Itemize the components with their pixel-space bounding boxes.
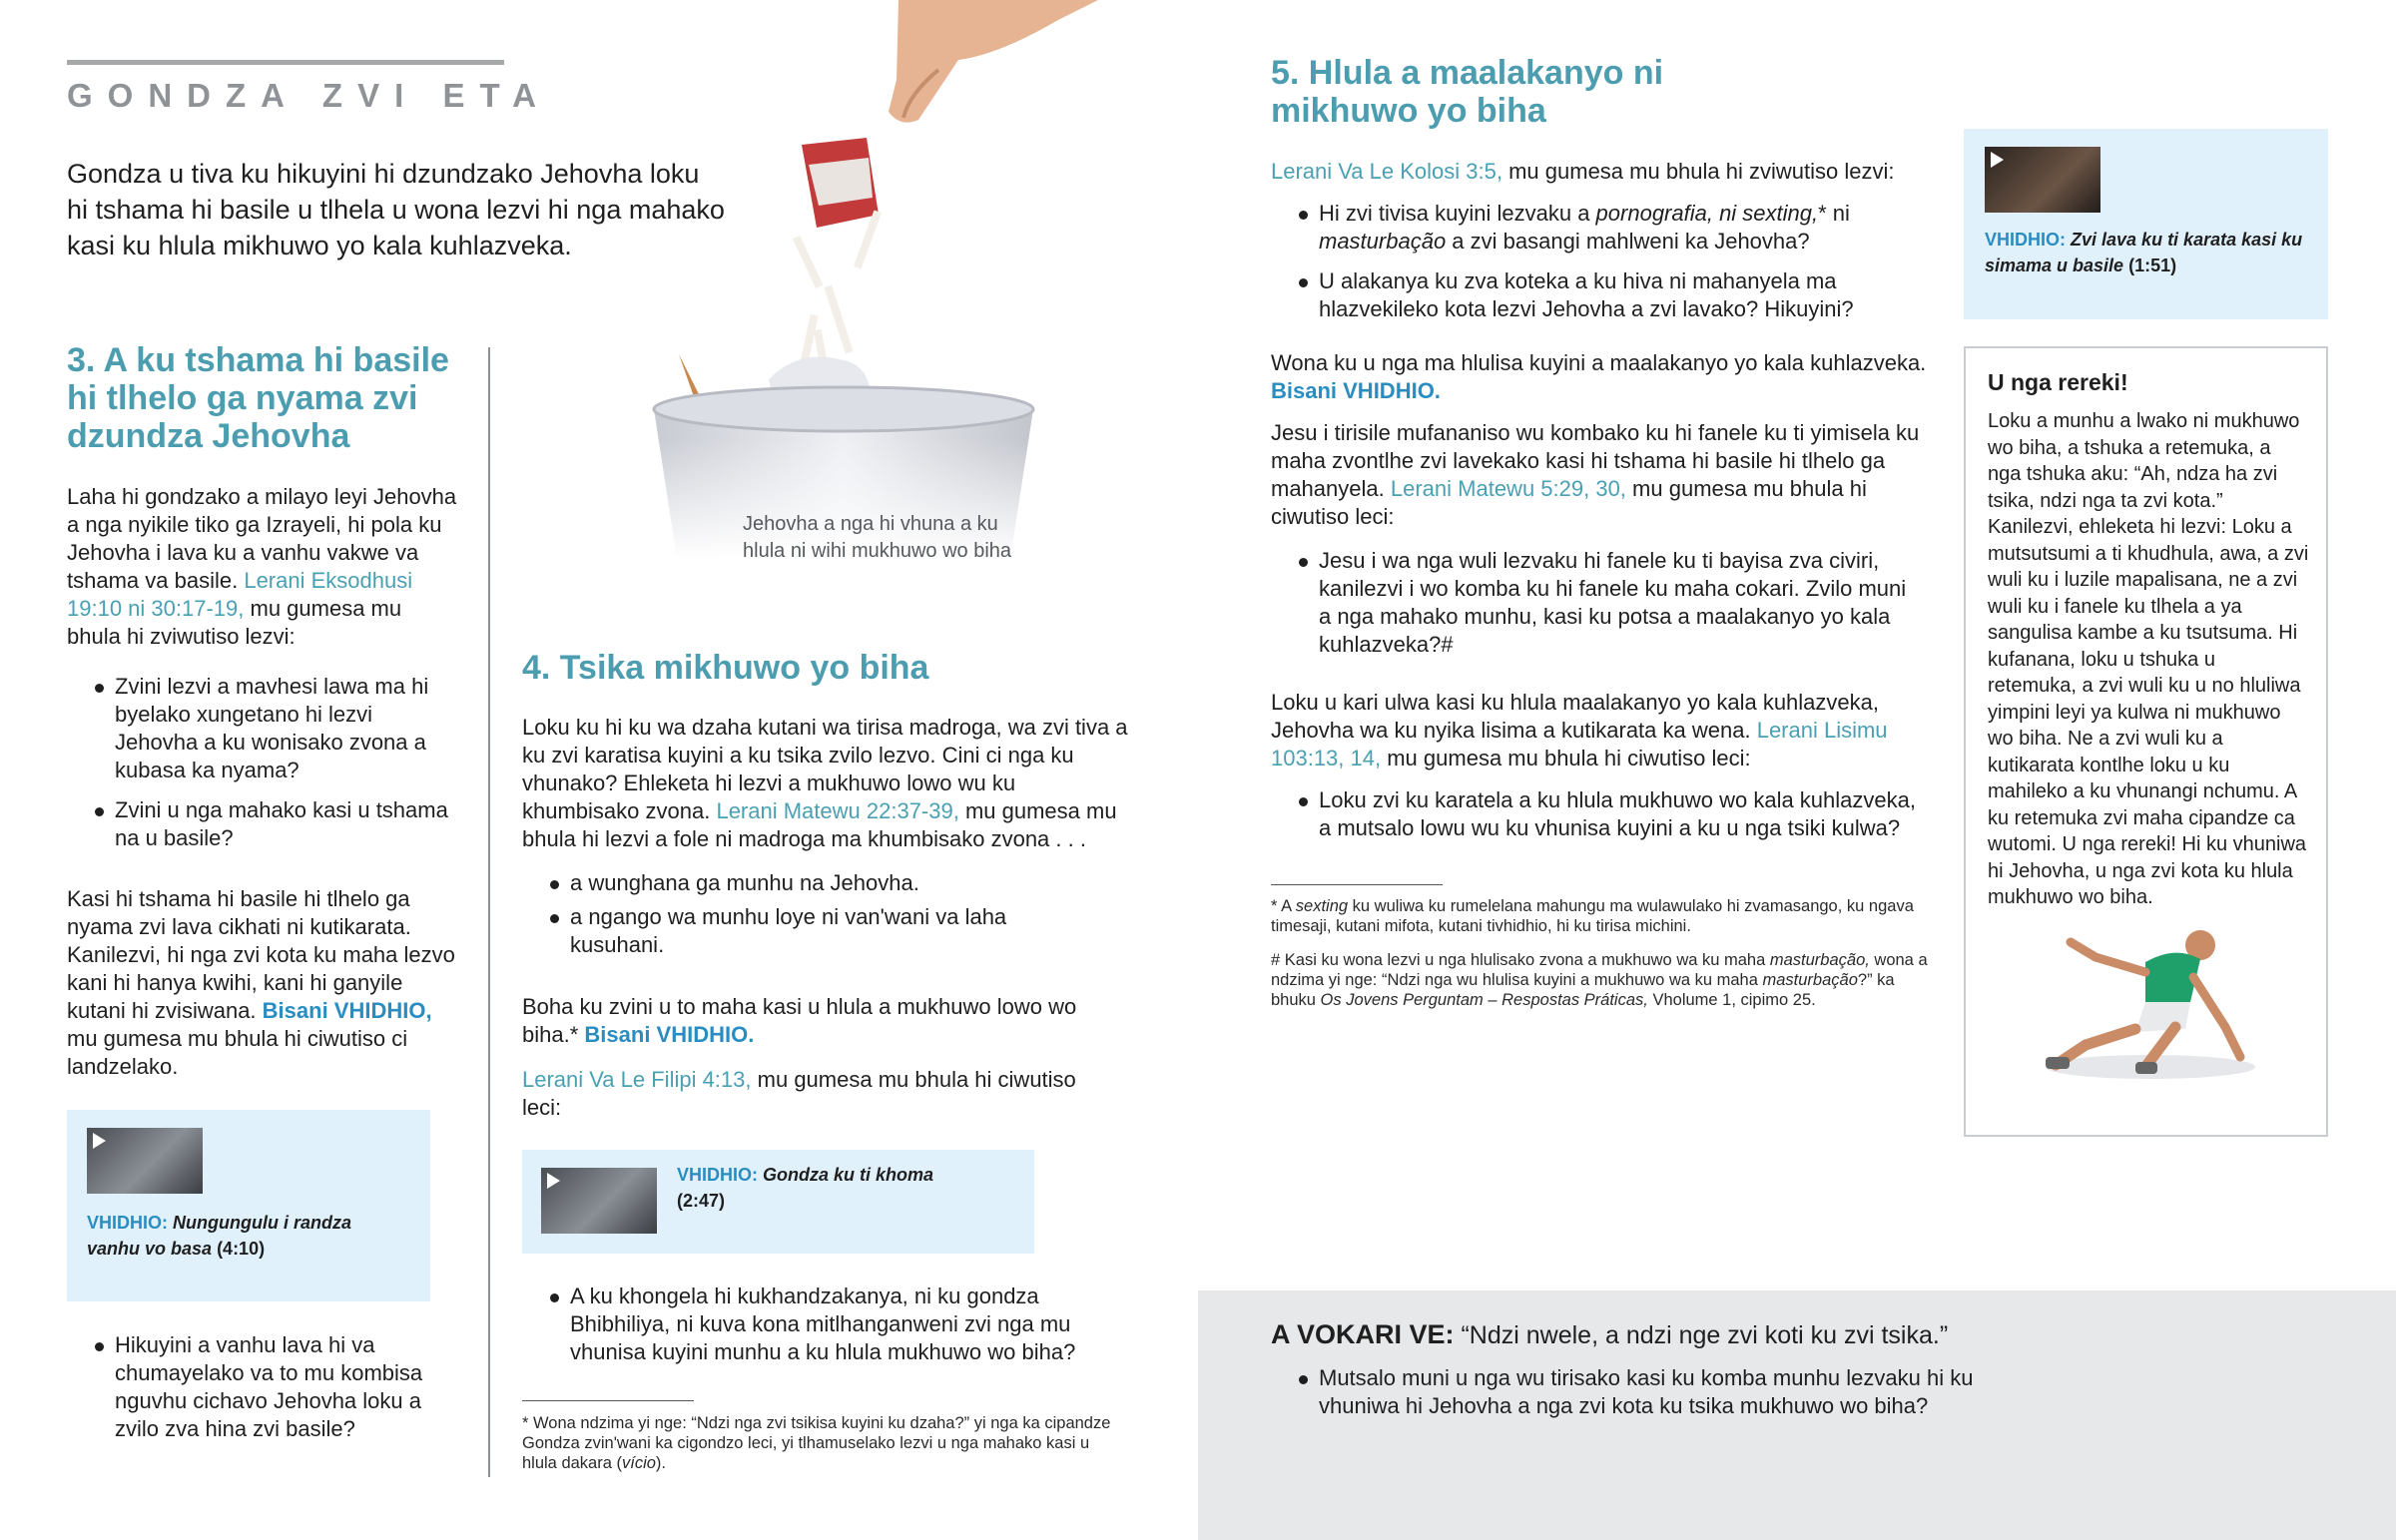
sec5-para1 [1271, 158, 1950, 186]
footnote-text: Vholume 1, cipimo 25. [1647, 991, 1816, 1009]
footnote-italic: masturbação, [1769, 951, 1870, 969]
watch-video-link[interactable]: Bisani VHIDHIO, [262, 998, 432, 1023]
video-thumbnail[interactable] [541, 1168, 657, 1234]
illustration-caption: Jehovha a nga hi vhuna a ku hlula ni wihi mukhuwo wo biha [743, 513, 1012, 562]
video-label: VHIDHIO: [87, 1213, 168, 1233]
scripture-link-matewu-5[interactable]: Lerani Matewu 5:29, 30, [1390, 476, 1626, 501]
sec5-para2-text: Wona ku u nga ma hlulisa kuyini a maalakanyo yo kala kuhlazveka. [1271, 350, 1927, 375]
footnote-text: * A [1271, 897, 1296, 915]
summary-label: A VOKARI VE: [1271, 1319, 1455, 1349]
bullet-italic: masturbação [1319, 229, 1447, 254]
sec4-para2-text: Boha ku zvini u to maha kasi u hlula a mukhuwo lowo wo biha.* [522, 994, 1077, 1047]
sec3-para1-tail: mu gumesa mu bhula hi zviwutiso lezvi: [67, 596, 402, 649]
bullet-item: Loku zvi ku karatela a ku hlula mukhuwo wo kala kuhlazveka, a mutsalo lowu wu ku vhunisa kuyini a ku u nga tsiki kulwa? [1271, 786, 1930, 842]
sec5-para4 [1271, 689, 1934, 772]
section-label: GONDZA ZVI ETA [67, 77, 551, 114]
header-rule [67, 60, 504, 65]
intro-text: Gondza u tiva ku hikuyini hi dzundzako Jehovha loku hi tshama hi basile u tlhela u wona lezvi hi nga mahako kasi ku hlula mikhuwo yo kala kuhlazveka. [67, 159, 725, 260]
scripture-link-matewu-22[interactable]: Lerani Matewu 22:37-39, [716, 798, 959, 823]
sec5-para3-text: Jesu i tirisile mufananiso wu kombako ku hi fanele ku ti yimisela ku maha zvontlhe zvi lavekako kasi hi tshama hi basile hi tlhelo ga mahanyela. [1271, 420, 1920, 501]
footnote-italic: Os Jovens Perguntam – Respostas Práticas, [1320, 991, 1648, 1009]
bullet-item: A ku khongela hi kukhandzakanya, ni ku gondza Bhibhiliya, ni kuva kona mitlhanganweni zvi nga mu vhunisa kuyini munhu a ku hlula mukhuwo wo biha? [522, 1283, 1116, 1366]
sec4-para1-text: Loku ku hi ku wa dzaha kutani wa tirisa madroga, wa zvi tiva a ku zvi karatisa kuyini a ku tsika zvilo lezvo. Cini ci nga ku vhunako? Ehleketa hi lezvi a mukhuwo lowo wu ku khumbisako zvona. [522, 715, 1128, 823]
sec4-para3 [522, 1066, 1121, 1122]
bullet-text: * ni [1818, 201, 1850, 226]
sec5-footnote-2 [1271, 950, 1940, 1010]
video-card-sec4[interactable] [522, 1150, 1034, 1254]
sec5-para4-tail: mu gumesa mu bhula hi ciwutiso leci: [1387, 746, 1751, 770]
scripture-link-eksodhusi[interactable]: Lerani Eksodhusi 19:10 ni 30:17-19, [67, 568, 413, 621]
sec3-para1-text: Laha hi gondzako a milayo leyi Jehovha a nga nyikile tiko ga Izrayeli, hi pola ku Jehovha i lava ku a vanhu vakwe va tshama va basile. [67, 484, 457, 593]
video-duration: (1:51) [2128, 256, 2177, 275]
sec5-para3 [1271, 419, 1934, 531]
footnote-italic: sexting [1295, 897, 1349, 915]
sec5-bullets-1 [1271, 200, 1910, 323]
sec5-bullets-3 [1271, 786, 1930, 842]
video-label: VHIDHIO: [677, 1165, 758, 1185]
summary-heading [1271, 1318, 2269, 1351]
footnote-text: ?” ka bhuku [1271, 971, 1895, 1009]
scripture-link-lisimu[interactable]: Lerani Lisimu 103:13, 14, [1271, 718, 1888, 770]
bullet-text: Hi zvi tivisa kuyini lezvaku a [1319, 201, 1596, 226]
bullet-italic: pornografia, ni sexting, [1595, 201, 1819, 226]
footnote-italic: vício [621, 1454, 656, 1472]
footnote-italic: masturbação [1762, 971, 1858, 989]
sec4-heading: 4. Tsika mikhuwo yo biha [522, 649, 929, 687]
trash-illustration [639, 0, 1098, 559]
bullet-item: Mutsalo muni u nga wu tirisako kasi ku komba munhu lezvaku hi ku vhuniwa hi Jehovha a nga zvi kota ku tsika mukhuwo wo biha? [1271, 1364, 2030, 1420]
bullet-item: Hikuyini a vanhu lava hi va chumayelako va to mu kombisa nguvhu cichavo Jehovha loku a zvilo zva hina zvi basile? [67, 1331, 466, 1443]
bullet-item: Zvini u nga mahako kasi u tshama na u basile? [67, 796, 461, 852]
sec5-heading: 5. Hlula a maalakanyo ni mikhuwo yo biha [1271, 54, 1664, 130]
sec3-bullets-after [67, 1331, 466, 1443]
column-divider [488, 347, 490, 1477]
sec4-bullets [522, 869, 1091, 959]
footnote-rule [522, 1400, 694, 1401]
video-thumbnail[interactable] [87, 1128, 203, 1194]
sec4-para1-tail: mu gumesa mu bhula hi lezvi a fole ni madroga ma khumbisako zvona . . . [522, 798, 1117, 851]
sidebar-box-text: Loku a munhu a lwako ni mukhuwo wo biha, a tshuka a retemuka, a nga tshuka aku: “Ah, ndza ha zvi tsika, ndzi nga ta zvi kota.” Kanilezvi, ehleketa hi lezvi: Loku a mutsutsumi a ti khudhula, awa, a zvi wuli ku i luzile mapalisana, ne a zvi wuli ku i fanele ku tlhela a ya sangulisa kambe a ku tsutsuma. Hi kufanana, loku u tshuka u retemuka, a zvi wuli ku u no hluliwa yimpini leyi ya kulwa ni mukhuwo wo biha. Ne a zvi wuli ku a kutikarata kontlhe loku u ku mahileko a ku vhunangi nchumu. A ku retemuka zvi maha cipandze ca wutomi. U nga rereki! Hi ku vhuniwa hi Jehovha, u nga zvi kota ku hlula mukhuwo wo biha. [1988, 410, 2309, 908]
footnote-text: # Kasi ku wona lezvi u nga hlulisako zvona a mukhuwo wa ku maha [1271, 951, 1770, 969]
sec3-para2-text: Kasi hi tshama hi basile hi tlhelo ga nyama zvi lava cikhati ni kutikarata. Kanilezvi, hi nga zvi kota ku maha lezvo kani hi hanya kwihi, kani hi ganyile kutani hi zvisiwana. [67, 886, 455, 1023]
sec3-para2-tail: mu gumesa mu bhula hi ciwutiso ci landzelako. [67, 1026, 408, 1079]
video-caption [677, 1162, 1006, 1214]
video-label: VHIDHIO: [1985, 230, 2066, 250]
summary-bullets [1271, 1364, 2030, 1420]
runner-illustration [2026, 917, 2265, 1087]
summary-panel [1198, 1290, 2396, 1540]
sec3-bullets [67, 673, 461, 852]
sec5-bullets-2 [1271, 547, 1910, 659]
sec3-para2 [67, 885, 466, 1081]
sidebar-box [1964, 346, 2328, 1137]
bullet-item: a ngango wa munhu loye ni van'wani va laha kusuhani. [522, 903, 1091, 959]
footnote-text: wona a ndzima yi nge: “Ndzi nga wu hlulisa kuyini a mukhuwo wa ku maha [1271, 951, 1928, 989]
video-caption [1985, 227, 2304, 278]
video-card-sidebar[interactable] [1964, 129, 2328, 319]
watch-video-link[interactable]: Bisani VHIDHIO. [1271, 378, 1441, 403]
sec5-para1-tail: mu gumesa mu bhula hi zviwutiso lezvi: [1508, 159, 1895, 184]
bullet-item [1271, 200, 1910, 256]
footnote-text: ku wuliwa ku rumelelana mahungu ma wulawulako hi zvamasango, ku ngava timesaji, kutani mifota, kutani tivhidhio, hi ku tirisa michini. [1271, 897, 1914, 935]
video-card-sec3[interactable] [67, 1110, 430, 1301]
watch-video-link[interactable]: Bisani VHIDHIO. [584, 1022, 755, 1047]
bullet-item: a wunghana ga munhu na Jehovha. [522, 869, 1091, 897]
scripture-link-filipi[interactable]: Lerani Va Le Filipi 4:13, [522, 1067, 752, 1092]
sec4-para1 [522, 714, 1131, 853]
scripture-link-kolosi[interactable]: Lerani Va Le Kolosi 3:5, [1271, 159, 1502, 184]
video-duration: (4:10) [217, 1239, 266, 1259]
footnote-suffix: ). [655, 1454, 667, 1472]
sec4-para3-tail: mu gumesa mu bhula hi ciwutiso leci: [522, 1067, 1076, 1120]
bullet-item: U alakanya ku zva koteka a ku hiva ni mahanyela ma hlazvekileko kota lezvi Jehovha a zvi lavako? Hikuyini? [1271, 267, 1910, 323]
sec4-bullets-after [522, 1283, 1116, 1366]
sec3-heading: 3. A ku tshama hi basile hi tlhelo ga nyama zvi dzundza Jehovha [67, 341, 449, 455]
sec5-para4-text: Loku u kari ulwa kasi ku hlula maalakanyo yo kala kuhlazveka, Jehovha wa ku nyika lisima a kutikarata ka wena. [1271, 690, 1879, 743]
footnote-rule [1271, 884, 1443, 885]
video-duration: (2:47) [677, 1191, 726, 1211]
play-icon [1991, 152, 2004, 168]
sidebar-box-title: U nga rereki! [1988, 369, 2128, 395]
bullet-item: Jesu i wa nga wuli lezvaku hi fanele ku ti bayisa zva civiri, kanilezvi i wo komba ku hi fanele ku maha cokari. Zvilo muni a nga mahako munhu, kasi ku potsa a maalakanyo yo kala kuhlazveka?# [1271, 547, 1910, 659]
bullet-item: Zvini lezvi a mavhesi lawa ma hi byelako xungetano hi lezvi Jehovha a ku wonisako zvona a kubasa ka nyama? [67, 673, 461, 784]
bullet-text: a zvi basangi mahlweni ka Jehovha? [1446, 229, 1810, 254]
summary-quote: “Ndzi nwele, a ndzi nge zvi koti ku zvi tsika.” [1461, 1321, 1949, 1349]
video-title: Nungungulu i randza vanhu vo basa [87, 1213, 351, 1259]
play-icon [93, 1133, 106, 1149]
video-thumbnail[interactable] [1985, 147, 2100, 213]
video-caption [87, 1210, 406, 1262]
sec4-footnote [522, 1413, 1111, 1473]
play-icon [547, 1173, 560, 1189]
video-title: Zvi lava ku ti karata kasi ku simama u basile [1985, 230, 2303, 275]
sec5-footnote-1 [1271, 896, 1940, 936]
sec4-para2 [522, 993, 1121, 1049]
sec5-para3-tail: mu gumesa mu bhula hi ciwutiso leci: [1271, 476, 1867, 529]
footnote-text: * Wona ndzima yi nge: “Ndzi nga zvi tsikisa kuyini ku dzaha?” yi nga ka cipandze Gondza zvin'wani ka cigondzo leci, yi tlhamuselako lezvi u nga mahako kasi u hlula dakara ( [522, 1414, 1111, 1472]
video-title: Gondza ku ti khoma [763, 1165, 934, 1185]
sec3-para1 [67, 483, 461, 651]
sec5-para2 [1271, 349, 1930, 405]
